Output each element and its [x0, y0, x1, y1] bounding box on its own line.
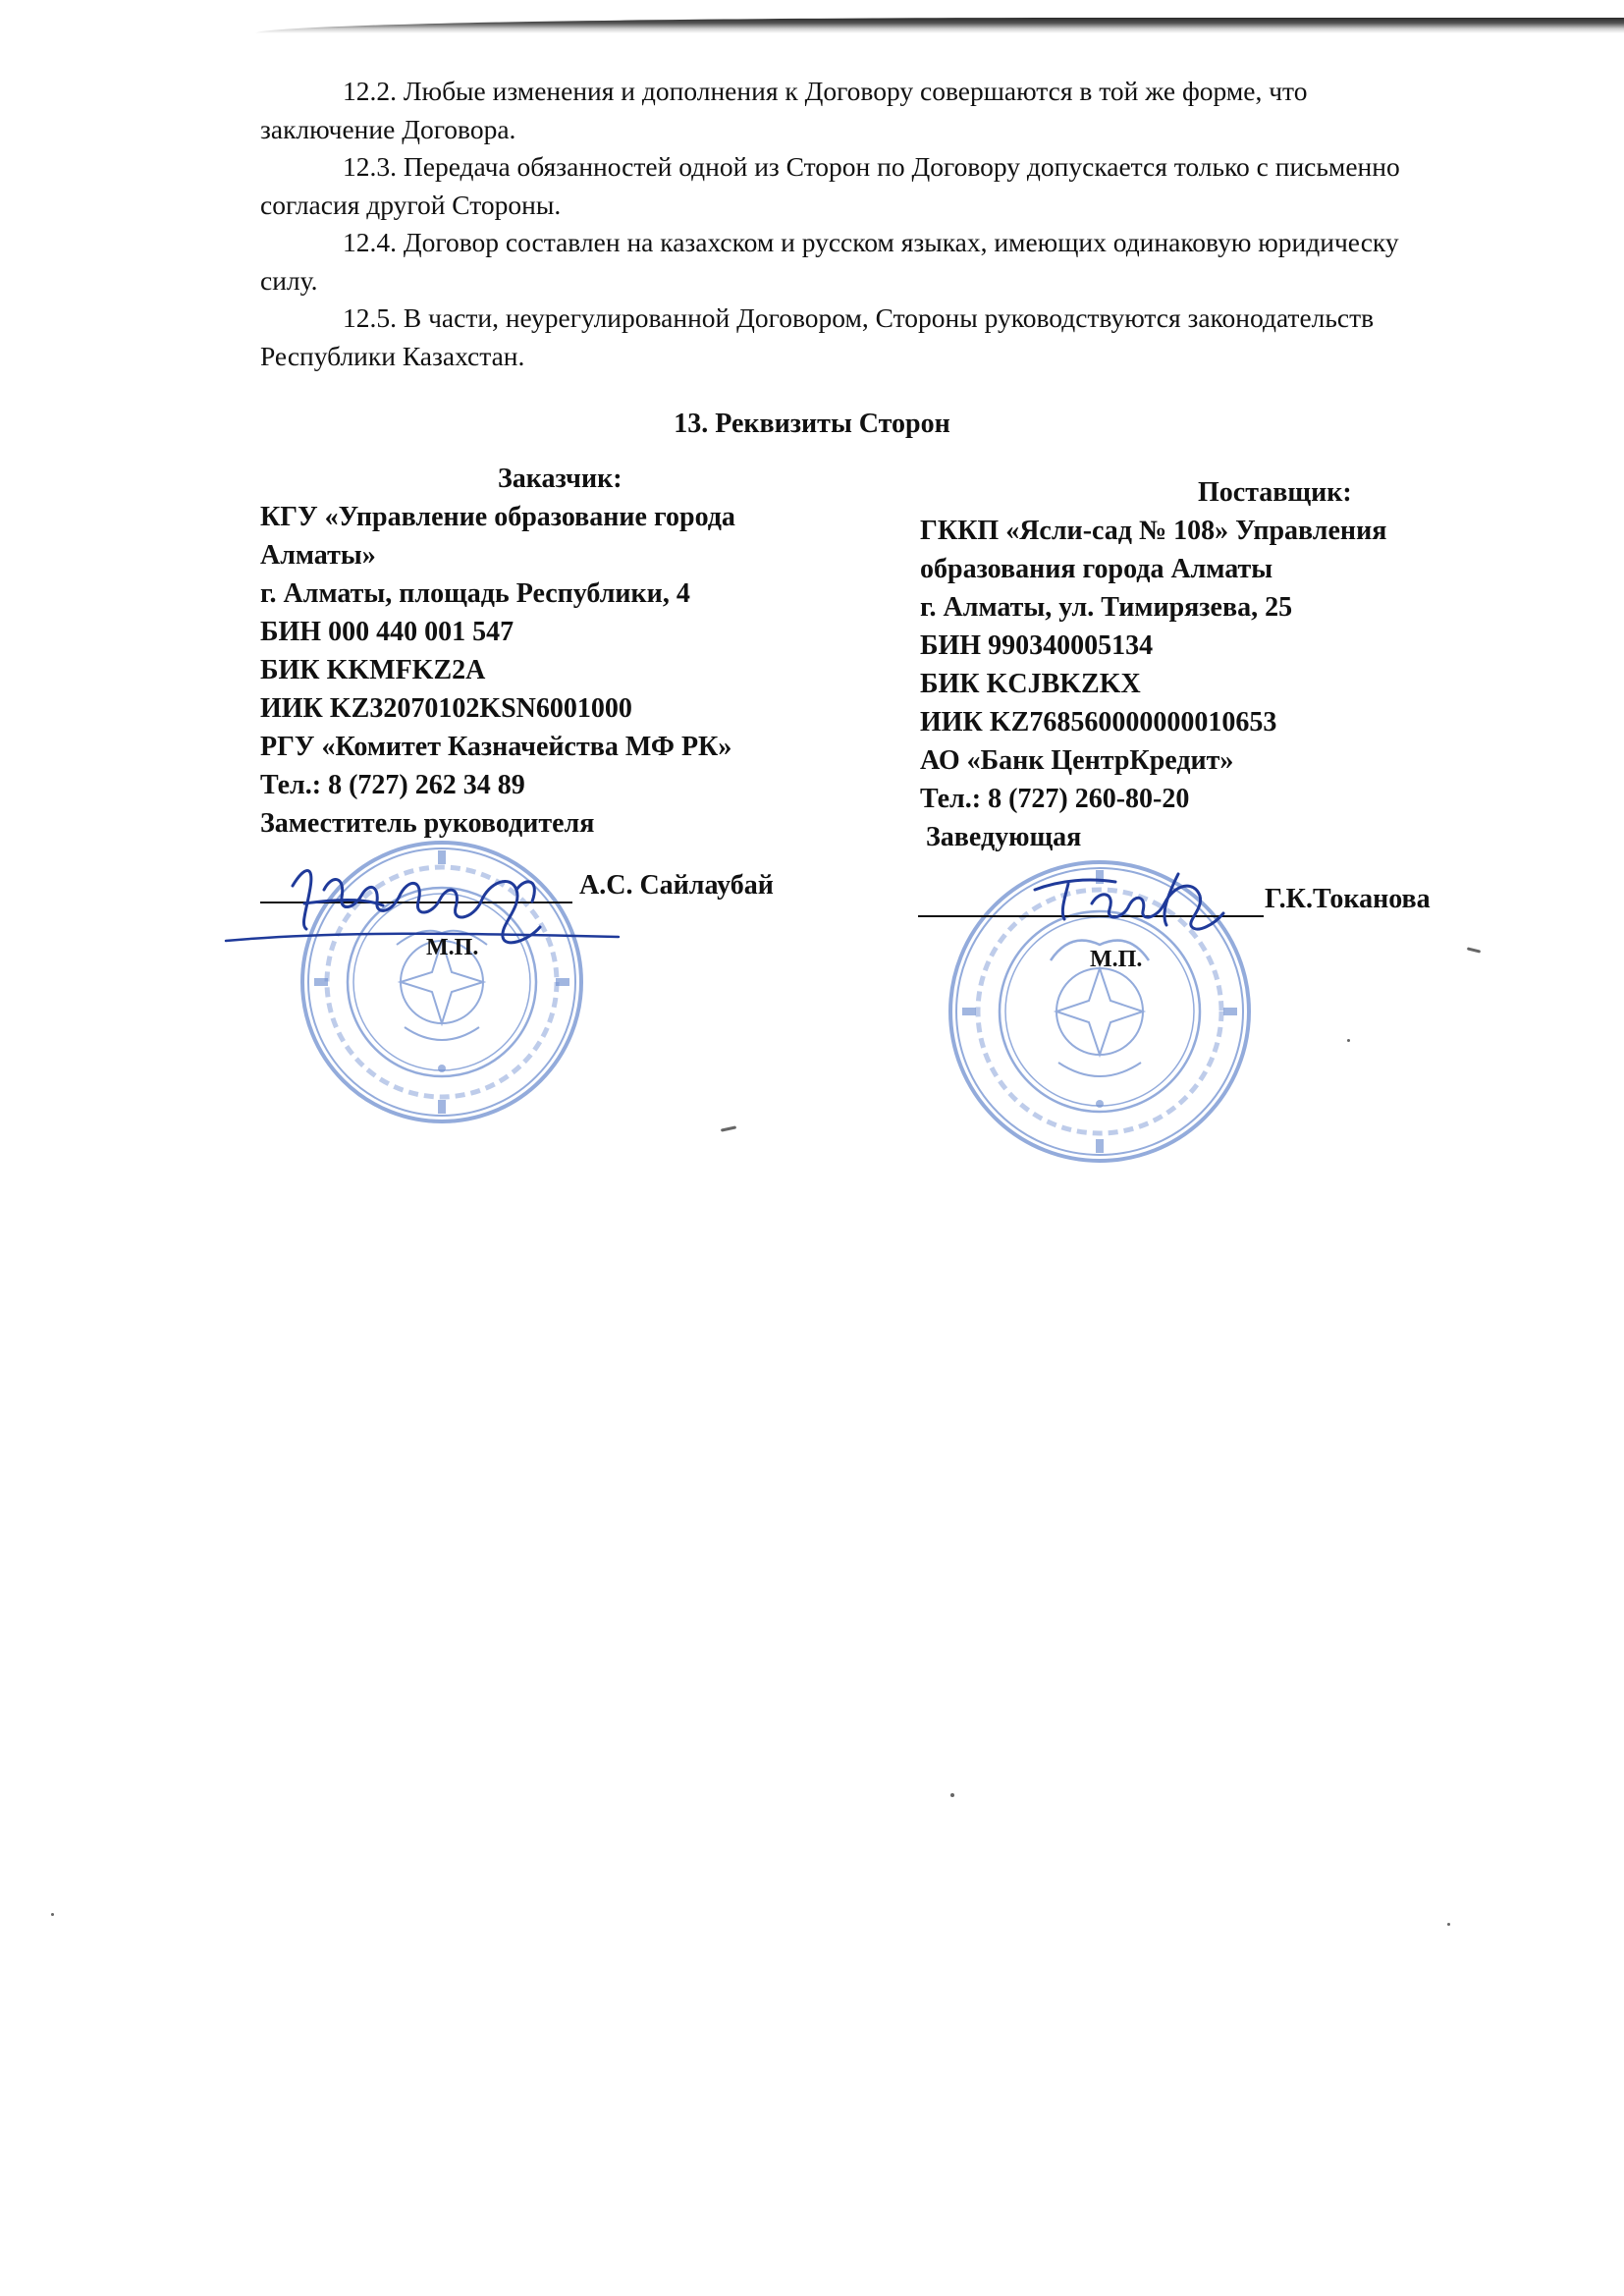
supplier-line: БИК KCJBKZKX [920, 669, 1141, 699]
scan-speck [721, 1125, 736, 1131]
supplier-line: ИИК KZ768560000000010653 [920, 707, 1277, 738]
clause-line: 12.4. Договор составлен на казахском и русском языках, имеющих одинаковую юридическу [343, 227, 1399, 257]
clause-line: 12.3. Передача обязанностей одной из Сторон по Договору допускается только с письменно [343, 151, 1400, 182]
supplier-heading: Поставщик: [1198, 477, 1352, 508]
customer-signatory: А.С. Сайлаубай [579, 870, 774, 901]
customer-line: КГУ «Управление образование города [260, 502, 735, 532]
supplier-line: АО «Банк ЦентрКредит» [920, 745, 1234, 776]
supplier-line: образования города Алматы [920, 554, 1273, 584]
customer-line: БИК KKMFKZ2A [260, 655, 486, 685]
clause-12-4 [260, 224, 1624, 300]
scan-edge-shadow [255, 18, 1624, 33]
supplier-signature [1021, 860, 1257, 939]
supplier-line: г. Алматы, ул. Тимирязева, 25 [920, 592, 1293, 623]
customer-line: Тел.: 8 (727) 262 34 89 [260, 770, 525, 800]
customer-line: ИИК KZ32070102KSN6001000 [260, 693, 632, 724]
scan-speck [950, 1793, 954, 1797]
scan-speck [1447, 1923, 1450, 1926]
scan-speck [1467, 947, 1481, 953]
customer-seal-label: М.П. [426, 935, 479, 960]
customer-line: Заместитель руководителя [260, 808, 595, 839]
clauses-block [260, 73, 1624, 375]
clause-12-5 [260, 300, 1624, 375]
supplier-signatory: Г.К.Токанова [1265, 884, 1431, 914]
scan-speck [51, 1913, 54, 1916]
clause-12-3 [260, 148, 1624, 224]
clause-line: согласия другой Стороны. [260, 189, 562, 220]
supplier-line: Заведующая [926, 822, 1082, 852]
customer-line: РГУ «Комитет Казначейства МФ РК» [260, 732, 732, 762]
customer-line: г. Алматы, площадь Республики, 4 [260, 578, 690, 609]
supplier-seal-label: М.П. [1090, 947, 1143, 972]
customer-heading: Заказчик: [498, 464, 623, 494]
supplier-details [920, 473, 1386, 856]
customer-line: Алматы» [260, 540, 376, 571]
clause-12-2 [260, 73, 1624, 148]
supplier-line: Тел.: 8 (727) 260-80-20 [920, 784, 1190, 814]
supplier-line: БИН 990340005134 [920, 630, 1154, 661]
customer-details [260, 460, 735, 843]
clause-line: Республики Казахстан. [260, 340, 525, 371]
clause-line: заключение Договора. [260, 113, 516, 144]
customer-signature [216, 847, 628, 955]
clause-line: силу. [260, 264, 318, 296]
scan-speck [1347, 1039, 1350, 1042]
supplier-line: ГККП «Ясли-сад № 108» Управления [920, 516, 1387, 546]
clause-line: 12.5. В части, неурегулированной Договором, Стороны руководствуются законодательств [343, 302, 1375, 333]
customer-line: БИН 000 440 001 547 [260, 617, 514, 647]
clause-line: 12.2. Любые изменения и дополнения к Договору совершаются в той же форме, что [343, 76, 1308, 106]
section-title: 13. Реквизиты Сторон [674, 409, 950, 439]
